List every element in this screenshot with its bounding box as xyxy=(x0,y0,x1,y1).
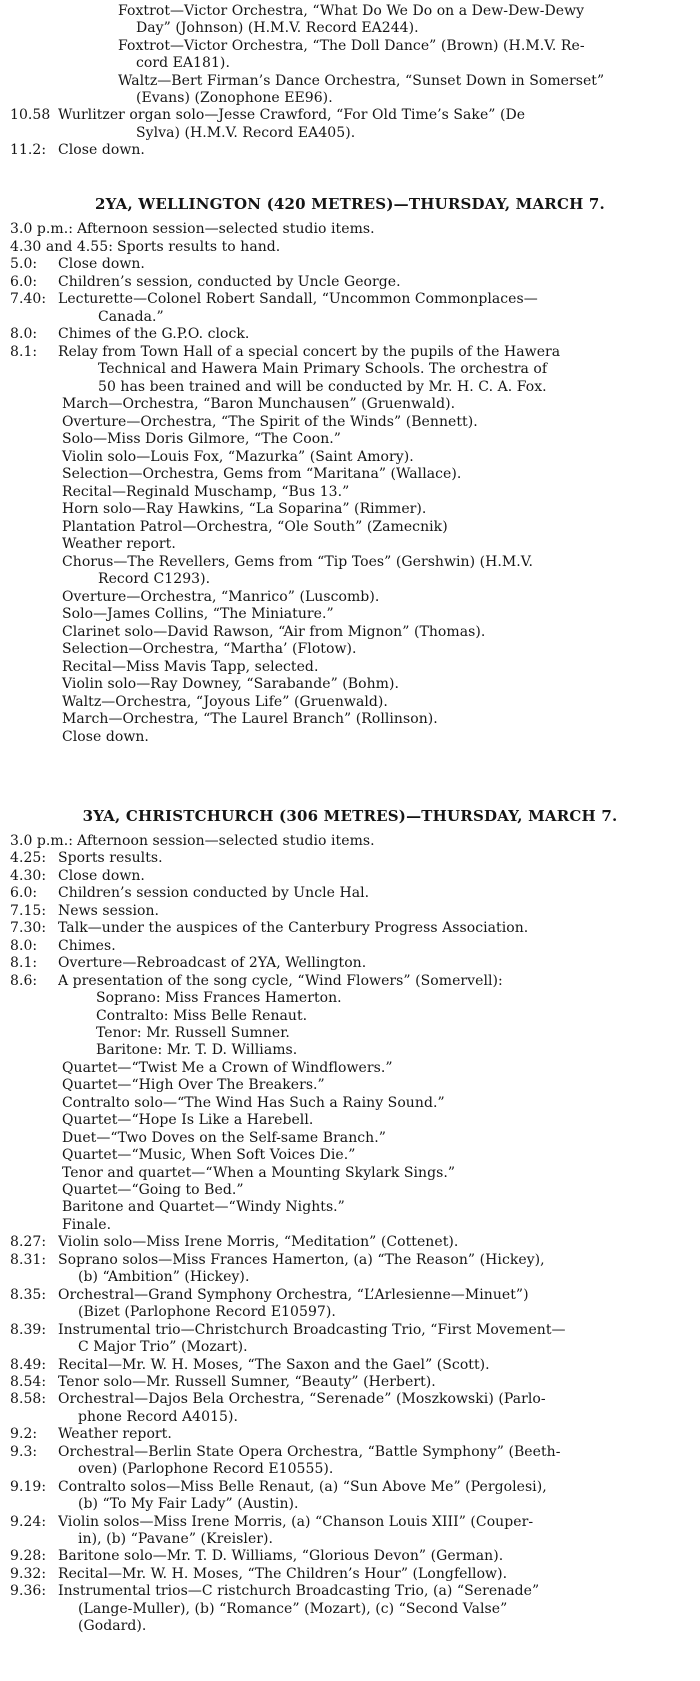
schedule-text: Lecturette—Colonel Robert Sandall, “Uncommon Commonplaces— xyxy=(58,291,538,307)
schedule-time: 4.25: xyxy=(10,850,47,867)
schedule-line xyxy=(0,448,700,466)
schedule-line xyxy=(0,1408,700,1426)
schedule-text: Children’s session conducted by Uncle Hal. xyxy=(58,885,370,902)
schedule-line xyxy=(0,1443,700,1461)
schedule-time: 8.49: xyxy=(10,1356,47,1373)
schedule-line xyxy=(0,693,700,711)
schedule-text: Orchestral—Dajos Bela Orchestra, “Serenade” (Moszkowski) (Parlo- xyxy=(58,1391,546,1408)
schedule-line xyxy=(0,360,700,378)
schedule-text: (b) “Ambition” (Hickey). xyxy=(78,1269,250,1286)
schedule-time: 8.1: xyxy=(10,955,38,972)
schedule-line xyxy=(0,500,700,518)
schedule-text: Violin solo—Miss Irene Morris, “Meditation” (Cottenet). xyxy=(58,1234,459,1251)
schedule-line xyxy=(0,1460,700,1478)
schedule-text: Sports results to hand. xyxy=(117,238,281,255)
section-heading-3ya: 3YA, CHRISTCHURCH (306 METRES)—THURSDAY, MARCH 7. xyxy=(82,807,618,825)
schedule-line xyxy=(0,1146,700,1164)
schedule-text: Soprano: Miss Frances Hamerton. xyxy=(96,990,342,1007)
schedule-text: Wurlitzer organ solo—Jesse Crawford, “For Old Time’s Sake” (De xyxy=(58,107,526,124)
schedule-text: in), (b) “Pavane” (Kreisler). xyxy=(78,1531,274,1547)
schedule-line xyxy=(0,325,700,343)
schedule-text: Sports results. xyxy=(58,850,163,867)
schedule-line xyxy=(0,553,700,571)
schedule-line xyxy=(0,570,700,588)
schedule-text: A presentation of the song cycle, “Wind Flowers” (Somervell): xyxy=(58,972,503,989)
schedule-line xyxy=(0,1373,700,1391)
schedule-line xyxy=(0,255,700,273)
schedule-line xyxy=(0,1303,700,1321)
schedule-text: Quartet—“Music, When Soft Voices Die.” xyxy=(62,1147,356,1164)
schedule-line xyxy=(0,72,700,90)
schedule-line xyxy=(0,867,700,885)
schedule-text: Quartet—“Twist Me a Crown of Windflowers.” xyxy=(62,1059,393,1076)
schedule-text: Canada.” xyxy=(98,308,164,325)
schedule-line xyxy=(0,728,700,746)
schedule-time: 5.0: xyxy=(10,256,38,272)
schedule-line xyxy=(0,1356,700,1374)
schedule-line xyxy=(0,605,700,623)
schedule-text: (Bizet (Parlophone Record E10597). xyxy=(78,1304,336,1321)
schedule-time: 8.27: xyxy=(10,1234,47,1251)
schedule-line xyxy=(0,1024,700,1042)
schedule-time: 9.28: xyxy=(10,1548,47,1565)
schedule-time: 9.19: xyxy=(10,1478,47,1495)
schedule-time: 9.2: xyxy=(10,1426,38,1443)
schedule-text: Recital—Mr. W. H. Moses, “The Children’s Hour” (Longfellow). xyxy=(58,1565,508,1582)
schedule-text: March—Orchestra, “Baron Munchausen” (Gruenwald). xyxy=(62,396,456,412)
schedule-line xyxy=(0,1495,700,1513)
schedule-text: Violin solo—Ray Downey, “Sarabande” (Bohm). xyxy=(62,676,400,692)
schedule-line xyxy=(0,483,700,501)
schedule-text: C Major Trio” (Mozart). xyxy=(78,1339,248,1356)
schedule-line xyxy=(0,1164,700,1182)
schedule-line xyxy=(0,640,700,658)
schedule-text: Contralto solo—“The Wind Has Such a Rainy Sound.” xyxy=(62,1094,445,1111)
schedule-line xyxy=(0,220,700,238)
schedule-line xyxy=(0,1478,700,1496)
schedule-line xyxy=(0,1582,700,1600)
schedule-time: 11.2: xyxy=(10,142,47,159)
schedule-text: Violin solos—Miss Irene Morris, (a) “Chanson Louis XIII” (Couper- xyxy=(58,1513,534,1530)
schedule-line xyxy=(0,1233,700,1251)
schedule-line xyxy=(0,1530,700,1548)
schedule-text: Chimes. xyxy=(58,937,116,954)
schedule-text: Afternoon session—selected studio items. xyxy=(77,221,375,237)
schedule-line xyxy=(0,1617,700,1635)
schedule-text: Quartet—“Hope Is Like a Harebell. xyxy=(62,1112,314,1129)
schedule-text: Chorus—The Revellers, Gems from “Tip Toes” (Gershwin) (H.M.V. xyxy=(62,553,534,570)
schedule-line xyxy=(0,989,700,1007)
schedule-time: 3.0 p.m.: xyxy=(10,221,74,237)
schedule-text: Plantation Patrol—Orchestra, “Ole South” (Zamecnik) xyxy=(62,518,448,535)
schedule-text: oven) (Parlophone Record E10555). xyxy=(78,1461,334,1478)
schedule-text: Contralto: Miss Belle Renaut. xyxy=(96,1007,308,1024)
schedule-line xyxy=(0,1129,700,1147)
schedule-line xyxy=(0,1111,700,1129)
schedule-line xyxy=(0,518,700,536)
schedule-time: 4.30 and 4.55: xyxy=(10,238,113,255)
schedule-time: 8.54: xyxy=(10,1373,47,1390)
schedule-line xyxy=(0,1094,700,1112)
schedule-time: 4.30: xyxy=(10,867,47,884)
schedule-text: Afternoon session—selected studio items. xyxy=(77,833,375,849)
schedule-text: Instrumental trio—Christchurch Broadcasting Trio, “First Movement— xyxy=(58,1321,566,1338)
schedule-text: (b) “To My Fair Lady” (Austin). xyxy=(78,1496,299,1513)
schedule-text: Baritone and Quartet—“Windy Nights.” xyxy=(62,1199,345,1216)
schedule-line xyxy=(0,884,700,902)
schedule-time: 7.40: xyxy=(10,291,47,307)
schedule-text: Duet—“Two Doves on the Self-same Branch.” xyxy=(62,1129,386,1146)
schedule-text: Solo—James Collins, “The Miniature.” xyxy=(62,606,334,622)
schedule-time: 9.36: xyxy=(10,1583,47,1600)
schedule-text: Overture—Orchestra, “Manrico” (Luscomb). xyxy=(62,588,380,605)
schedule-text: Baritone solo—Mr. T. D. Williams, “Glorious Devon” (German). xyxy=(58,1548,504,1565)
schedule-text: March—Orchestra, “The Laurel Branch” (Rollinson). xyxy=(62,711,438,727)
schedule-line xyxy=(0,413,700,431)
schedule-time: 8.6: xyxy=(10,972,38,989)
schedule-line xyxy=(0,588,700,606)
schedule-text: 50 has been trained and will be conducted by Mr. H. C. A. Fox. xyxy=(98,378,547,395)
schedule-text: cord EA181). xyxy=(136,55,230,72)
schedule-line xyxy=(0,658,700,676)
schedule-time: 8.0: xyxy=(10,326,38,342)
schedule-line xyxy=(0,2,700,20)
schedule-text: Soprano solos—Miss Frances Hamerton, (a) “The Reason” (Hickey), xyxy=(58,1251,545,1268)
schedule-line xyxy=(0,290,700,308)
schedule-line xyxy=(0,1565,700,1583)
schedule-text: Orchestral—Grand Symphony Orchestra, “L’Arlesienne—Minuet”) xyxy=(58,1286,529,1303)
schedule-text: Relay from Town Hall of a special concert by the pupils of the Hawera xyxy=(58,343,561,360)
schedule-text: Children’s session, conducted by Uncle George. xyxy=(58,273,401,290)
schedule-line xyxy=(0,1321,700,1339)
schedule-text: Recital—Reginald Muschamp, “Bus 13.” xyxy=(62,483,350,500)
schedule-text: Tenor solo—Mr. Russell Sumner, “Beauty” (Herbert). xyxy=(58,1373,436,1390)
schedule-line xyxy=(0,1007,700,1025)
schedule-line xyxy=(0,1041,700,1059)
schedule-text: Selection—Orchestra, Gems from “Maritana” (Wallace). xyxy=(62,466,462,482)
schedule-text: Close down. xyxy=(62,728,149,745)
schedule-line xyxy=(0,1425,700,1443)
schedule-time: 8.35: xyxy=(10,1286,47,1303)
schedule-line xyxy=(0,54,700,72)
schedule-text: Clarinet solo—David Rawson, “Air from Mignon” (Thomas). xyxy=(62,623,486,640)
schedule-line xyxy=(0,89,700,107)
schedule-time: 3.0 p.m.: xyxy=(10,833,74,849)
schedule-line xyxy=(0,849,700,867)
schedule-text: Solo—Miss Doris Gilmore, “The Coon.” xyxy=(62,431,341,447)
schedule-line xyxy=(0,1547,700,1565)
schedule-line xyxy=(0,1286,700,1304)
schedule-text: Tenor and quartet—“When a Mounting Skylark Sings.” xyxy=(62,1164,456,1181)
schedule-text: Overture—Orchestra, “The Spirit of the Winds” (Bennett). xyxy=(62,413,478,430)
schedule-text: Sylva) (H.M.V. Record EA405). xyxy=(136,124,356,141)
schedule-text: Close down. xyxy=(58,867,145,884)
schedule-text: Foxtrot—Victor Orchestra, “What Do We Do on a Dew-Dew-Dewy xyxy=(118,3,585,19)
schedule-line xyxy=(0,378,700,396)
section-heading-2ya: 2YA, WELLINGTON (420 METRES)—THURSDAY, MARCH 7. xyxy=(95,195,605,213)
schedule-text: Tenor: Mr. Russell Sumner. xyxy=(96,1024,290,1041)
schedule-text: Quartet—“Going to Bed.” xyxy=(62,1182,244,1198)
schedule-line xyxy=(0,238,700,256)
schedule-line xyxy=(0,1059,700,1077)
schedule-line xyxy=(0,954,700,972)
schedule-line xyxy=(0,937,700,955)
schedule-text: Close down. xyxy=(58,256,145,272)
schedule-text: Day” (Johnson) (H.M.V. Record EA244). xyxy=(136,20,419,37)
schedule-line xyxy=(0,1198,700,1216)
schedule-line xyxy=(0,535,700,553)
schedule-text: Instrumental trios—C ristchurch Broadcasting Trio, (a) “Serenade” xyxy=(58,1583,540,1600)
schedule-text: Foxtrot—Victor Orchestra, “The Doll Dance” (Brown) (H.M.V. Re- xyxy=(118,37,585,54)
schedule-line xyxy=(0,141,700,159)
schedule-time: 8.58: xyxy=(10,1391,47,1408)
schedule-text: Horn solo—Ray Hawkins, “La Soparina” (Rimmer). xyxy=(62,501,427,517)
schedule-time: 8.0: xyxy=(10,937,38,954)
schedule-line xyxy=(0,273,700,291)
schedule-text: Close down. xyxy=(58,142,145,159)
schedule-time: 6.0: xyxy=(10,885,38,902)
schedule-text: (Evans) (Zonophone EE96). xyxy=(136,90,333,106)
schedule-line xyxy=(0,37,700,55)
schedule-text: Selection—Orchestra, “Martha’ (Flotow). xyxy=(62,641,357,657)
schedule-text: phone Record A4015). xyxy=(78,1408,239,1425)
schedule-time: 9.3: xyxy=(10,1443,38,1460)
schedule-line xyxy=(0,106,700,124)
schedule-time: 8.39: xyxy=(10,1321,47,1338)
schedule-line xyxy=(0,1216,700,1234)
schedule-text: Talk—under the auspices of the Canterbury Progress Association. xyxy=(58,920,529,937)
schedule-time: 6.0: xyxy=(10,273,38,290)
schedule-text: Record C1293). xyxy=(98,571,211,587)
schedule-line xyxy=(0,675,700,693)
schedule-time: 8.31: xyxy=(10,1251,47,1268)
schedule-line xyxy=(0,395,700,413)
schedule-text: Recital—Mr. W. H. Moses, “The Saxon and the Gael” (Scott). xyxy=(58,1356,490,1373)
schedule-text: Overture—Rebroadcast of 2YA, Wellington. xyxy=(58,955,367,972)
schedule-line xyxy=(0,465,700,483)
schedule-line xyxy=(0,124,700,142)
schedule-line xyxy=(0,832,700,850)
schedule-line xyxy=(0,972,700,990)
schedule-line xyxy=(0,1181,700,1199)
schedule-text: Waltz—Orchestra, “Joyous Life” (Gruenwald). xyxy=(62,693,388,710)
schedule-text: Orchestral—Berlin State Opera Orchestra, “Battle Symphony” (Beeth- xyxy=(58,1443,561,1460)
schedule-line xyxy=(0,623,700,641)
schedule-line xyxy=(0,19,700,37)
schedule-text: (Godard). xyxy=(78,1618,147,1635)
schedule-line xyxy=(0,1338,700,1356)
schedule-text: Chimes of the G.P.O. clock. xyxy=(58,326,250,342)
schedule-line xyxy=(0,1268,700,1286)
schedule-time: 9.24: xyxy=(10,1513,47,1530)
schedule-text: (Lange-Muller), (b) “Romance” (Mozart), (c) “Second Valse” xyxy=(78,1600,508,1617)
schedule-line xyxy=(0,308,700,326)
schedule-line xyxy=(0,1251,700,1269)
schedule-line xyxy=(0,1600,700,1618)
schedule-line xyxy=(0,902,700,920)
schedule-text: Baritone: Mr. T. D. Williams. xyxy=(96,1042,298,1059)
schedule-line xyxy=(0,1076,700,1094)
schedule-line xyxy=(0,430,700,448)
schedule-line xyxy=(0,343,700,361)
schedule-text: Quartet—“High Over The Breakers.” xyxy=(62,1077,325,1094)
schedule-time: 7.30: xyxy=(10,920,47,937)
schedule-text: Weather report. xyxy=(58,1426,172,1443)
schedule-line xyxy=(0,710,700,728)
schedule-time: 10.58 xyxy=(10,107,51,124)
schedule-line xyxy=(0,1390,700,1408)
schedule-line xyxy=(0,919,700,937)
schedule-text: Waltz—Bert Firman’s Dance Orchestra, “Sunset Down in Somerset” xyxy=(118,72,605,89)
schedule-text: Violin solo—Louis Fox, “Mazurka” (Saint Amory). xyxy=(62,448,414,465)
schedule-text: Weather report. xyxy=(62,536,176,552)
schedule-time: 7.15: xyxy=(10,902,47,919)
schedule-text: News session. xyxy=(58,902,160,919)
schedule-text: Technical and Hawera Main Primary Schools. The orchestra of xyxy=(98,361,548,377)
schedule-time: 8.1: xyxy=(10,343,38,360)
schedule-line xyxy=(0,1513,700,1531)
schedule-text: Contralto solos—Miss Belle Renaut, (a) “Sun Above Me” (Pergolesi), xyxy=(58,1478,547,1495)
schedule-text: Recital—Miss Mavis Tapp, selected. xyxy=(62,658,319,675)
schedule-text: Finale. xyxy=(62,1216,112,1233)
schedule-time: 9.32: xyxy=(10,1565,47,1582)
